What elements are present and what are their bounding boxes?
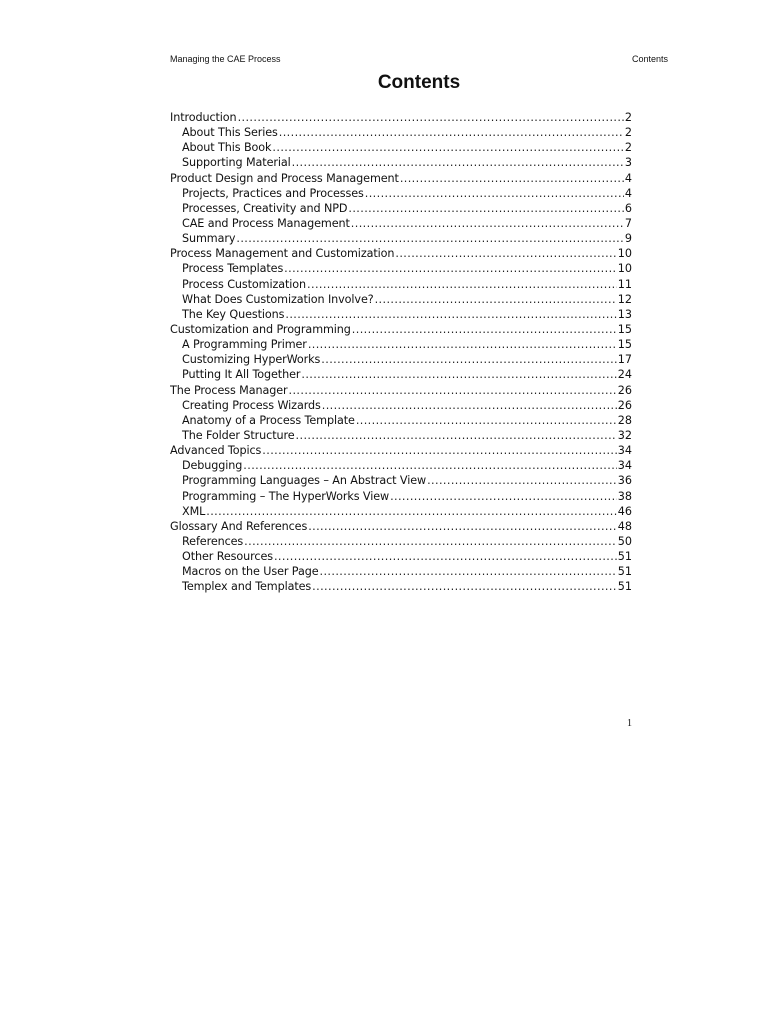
dot-leader [274, 549, 617, 564]
toc-entry-title: Programming – The HyperWorks View [182, 489, 390, 503]
toc-entry-title: Advanced Topics [170, 444, 262, 458]
toc-entry-page-number: 9 [624, 232, 632, 246]
toc-entry-page-number: 51 [617, 580, 632, 594]
toc-section-entry[interactable] [170, 398, 632, 413]
toc-section-entry[interactable] [170, 504, 632, 519]
dot-leader [365, 186, 624, 201]
toc-entry-title: Processes, Creativity and NPD [182, 201, 348, 215]
dot-leader [301, 367, 616, 382]
toc-entry-page-number: 26 [617, 398, 632, 412]
toc-entry-title: The Key Questions [182, 307, 285, 321]
dot-leader [308, 519, 617, 534]
toc-entry-title: CAE and Process Management [182, 216, 350, 230]
toc-section-entry[interactable] [170, 307, 632, 322]
toc-chapter-entry[interactable] [170, 519, 632, 534]
toc-entry-title: Process Templates [182, 262, 284, 276]
toc-entry-page-number: 15 [617, 338, 632, 352]
toc-entry-page-number: 46 [617, 504, 632, 518]
toc-entry-title: Process Management and Customization [170, 247, 395, 261]
toc-entry-page-number: 3 [624, 156, 632, 170]
page-title: Contents [377, 72, 461, 93]
toc-entry-title: Glossary And References [170, 519, 308, 533]
toc-entry-page-number: 4 [624, 186, 632, 200]
dot-leader [307, 277, 617, 292]
toc-entry-page-number: 13 [617, 307, 632, 321]
toc-entry-page-number: 34 [617, 444, 632, 458]
dot-leader [279, 125, 624, 140]
toc-section-entry[interactable] [170, 489, 632, 504]
dot-leader [292, 155, 624, 170]
dot-leader [427, 473, 617, 488]
dot-leader [262, 443, 616, 458]
dot-leader [320, 564, 617, 579]
toc-chapter-entry[interactable] [170, 171, 632, 186]
toc-entry-title: Anatomy of a Process Template [182, 413, 355, 427]
dot-leader [395, 246, 616, 261]
dot-leader [390, 489, 617, 504]
toc-entry-title: Other Resources [182, 550, 273, 564]
toc-entry-title: Templex and Templates [182, 580, 312, 594]
dot-leader [244, 534, 617, 549]
toc-entry-page-number: 10 [617, 262, 632, 276]
toc-section-entry[interactable] [170, 413, 632, 428]
dot-leader [236, 231, 624, 246]
toc-entry-page-number: 32 [617, 428, 632, 442]
toc-entry-title: Customizing HyperWorks [182, 353, 321, 367]
toc-entry-page-number: 28 [617, 413, 632, 427]
toc-chapter-entry[interactable] [170, 322, 632, 337]
toc-entry-title: Process Customization [182, 277, 307, 291]
dot-leader [272, 140, 623, 155]
toc-entry-page-number: 51 [617, 550, 632, 564]
toc-section-entry[interactable] [170, 534, 632, 549]
toc-section-entry[interactable] [170, 201, 632, 216]
toc-entry-page-number: 4 [624, 171, 632, 185]
toc-entry-title: References [182, 534, 244, 548]
toc-entry-title: Customization and Programming [170, 322, 351, 336]
toc-section-entry[interactable] [170, 277, 632, 292]
toc-section-entry[interactable] [170, 186, 632, 201]
toc-section-entry[interactable] [170, 579, 632, 594]
toc-entry-title: The Folder Structure [182, 428, 295, 442]
dot-leader [322, 398, 617, 413]
dot-leader [352, 322, 617, 337]
toc-chapter-entry[interactable] [170, 110, 632, 125]
toc-section-entry[interactable] [170, 292, 632, 307]
toc-section-entry[interactable] [170, 231, 632, 246]
running-header [170, 54, 668, 64]
dot-leader [351, 216, 624, 231]
toc-section-entry[interactable] [170, 125, 632, 140]
toc-section-entry[interactable] [170, 155, 632, 170]
dot-leader [321, 352, 616, 367]
dot-leader [375, 292, 617, 307]
header-section-name: Contents [631, 54, 668, 64]
toc-entry-page-number: 7 [624, 216, 632, 230]
toc-section-entry[interactable] [170, 216, 632, 231]
dot-leader [289, 383, 617, 398]
toc-chapter-entry[interactable] [170, 443, 632, 458]
toc-section-entry[interactable] [170, 458, 632, 473]
toc-section-entry[interactable] [170, 261, 632, 276]
dot-leader [308, 337, 617, 352]
toc-section-entry[interactable] [170, 549, 632, 564]
dot-leader [238, 110, 624, 125]
dot-leader [400, 171, 624, 186]
toc-chapter-entry[interactable] [170, 246, 632, 261]
toc-entry-title: What Does Customization Involve? [182, 292, 374, 306]
toc-entry-title: Product Design and Process Management [170, 171, 399, 185]
toc-entry-page-number: 26 [617, 383, 632, 397]
toc-entry-page-number: 6 [624, 201, 632, 215]
toc-section-entry[interactable] [170, 564, 632, 579]
toc-entry-page-number: 34 [617, 459, 632, 473]
toc-entry-title: Macros on the User Page [182, 565, 319, 579]
toc-entry-page-number: 17 [617, 353, 632, 367]
page-number: 1 [627, 718, 632, 729]
toc-entry-page-number: 2 [624, 141, 632, 155]
dot-leader [206, 504, 617, 519]
toc-section-entry[interactable] [170, 337, 632, 352]
dot-leader [356, 413, 617, 428]
toc-section-entry[interactable] [170, 428, 632, 443]
toc-entry-page-number: 15 [617, 322, 632, 336]
toc-entry-page-number: 10 [617, 247, 632, 261]
dot-leader [296, 428, 617, 443]
table-of-contents [170, 110, 632, 595]
toc-entry-page-number: 38 [617, 489, 632, 503]
toc-entry-title: A Programming Primer [182, 338, 307, 352]
toc-entry-title: Projects, Practices and Processes [182, 186, 364, 200]
toc-entry-page-number: 36 [617, 474, 632, 488]
toc-entry-title: Putting It All Together [182, 368, 301, 382]
toc-entry-title: XML [182, 504, 206, 518]
dot-leader [348, 201, 623, 216]
toc-section-entry[interactable] [170, 140, 632, 155]
toc-entry-title: Creating Process Wizards [182, 398, 321, 412]
toc-entry-title: Programming Languages – An Abstract View [182, 474, 427, 488]
toc-entry-page-number: 51 [617, 565, 632, 579]
toc-entry-page-number: 24 [617, 368, 632, 382]
toc-entry-page-number: 50 [617, 534, 632, 548]
toc-entry-title: About This Book [182, 141, 272, 155]
toc-entry-title: Summary [182, 232, 236, 246]
dot-leader [312, 579, 617, 594]
dot-leader [243, 458, 616, 473]
toc-entry-title: Introduction [170, 111, 237, 124]
toc-section-entry[interactable] [170, 367, 632, 382]
toc-section-entry[interactable] [170, 352, 632, 367]
toc-entry-page-number: 2 [624, 126, 632, 140]
toc-section-entry[interactable] [170, 473, 632, 488]
toc-entry-page-number: 12 [617, 292, 632, 306]
toc-entry-title: Supporting Material [182, 156, 291, 170]
toc-entry-page-number: 48 [617, 519, 632, 533]
toc-entry-title: Debugging [182, 459, 243, 473]
toc-entry-title: The Process Manager [170, 383, 288, 397]
dot-leader [284, 261, 617, 276]
header-book-title: Managing the CAE Process [170, 54, 281, 64]
toc-entry-page-number: 2 [624, 111, 632, 124]
toc-chapter-entry[interactable] [170, 383, 632, 398]
dot-leader [285, 307, 616, 322]
toc-entry-page-number: 11 [617, 277, 632, 291]
toc-entry-title: About This Series [182, 126, 278, 140]
